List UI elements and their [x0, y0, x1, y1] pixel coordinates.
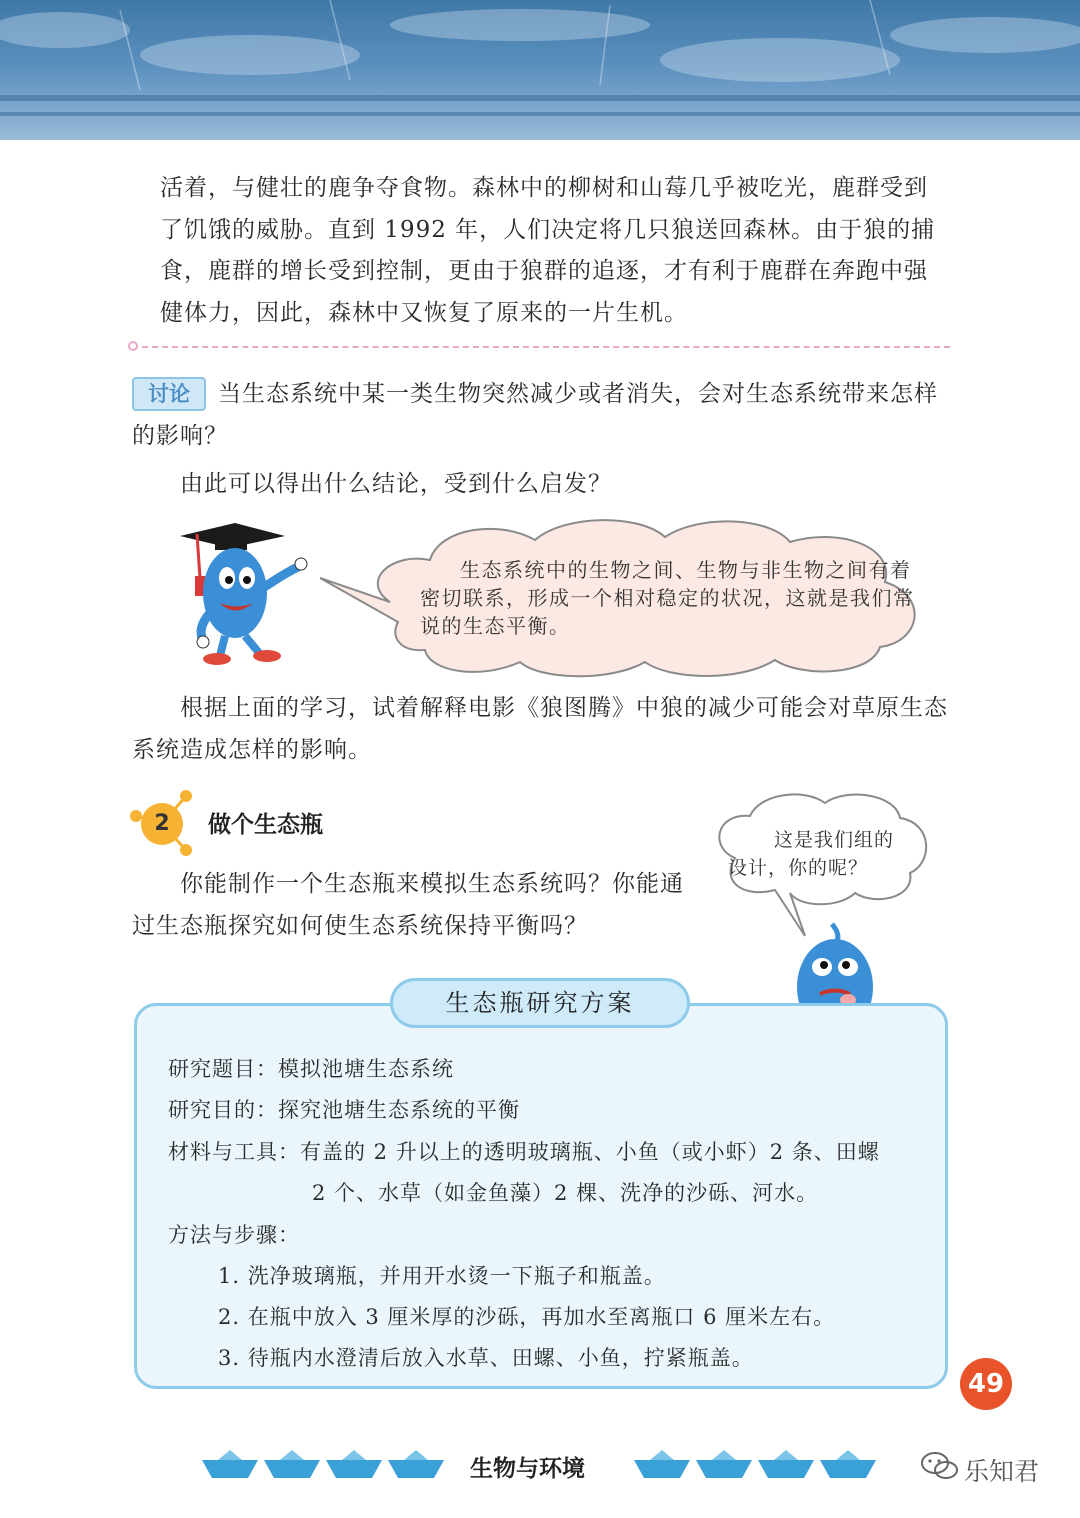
watermark-text: 乐知君	[964, 1457, 1040, 1486]
plan-step-3: 3. 待瓶内水澄清后放入水草、田螺、小鱼，拧紧瓶盖。	[218, 1346, 754, 1370]
research-plan-title: 生态瓶研究方案	[390, 978, 690, 1028]
activity-title: 做个生态瓶	[208, 812, 323, 838]
plan-purpose-value: 探究池塘生态系统的平衡	[278, 1098, 520, 1122]
plan-materials	[168, 1137, 880, 1167]
discussion-question	[132, 374, 952, 457]
footer-boats-left	[200, 1448, 450, 1482]
discussion-question-text: 当生态系统中某一类生物突然减少或者消失，会对生态系统带来怎样的影响？	[132, 381, 938, 449]
plan-purpose	[168, 1095, 520, 1125]
footer-chapter-title: 生物与环境	[470, 1456, 585, 1482]
plan-topic-value: 模拟池塘生态系统	[278, 1057, 454, 1081]
activity-number-badge: 2	[141, 803, 183, 845]
plan-step-2: 2. 在瓶中放入 3 厘米厚的沙砾，再加水至离瓶口 6 厘米左右。	[218, 1305, 836, 1329]
film-question: 根据上面的学习，试着解释电影《狼图腾》中狼的减少可能会对草原生态系统造成怎样的影响。	[132, 695, 948, 763]
plan-materials-line1: 有盖的 2 升以上的透明玻璃瓶、小鱼（或小虾）2 条、田螺	[300, 1140, 880, 1164]
speech-bubble-text: 生态系统中的生物之间、生物与非生物之间有着密切联系，形成一个相对稳定的状况，这就是我们常说的生态平衡。	[420, 558, 915, 638]
discussion-followup: 由此可以得出什么结论，受到什么启发？	[180, 471, 612, 497]
activity-body: 你能制作一个生态瓶来模拟生态系统吗？你能通过生态瓶探究如何使生态系统保持平衡吗？	[132, 871, 684, 939]
wechat-icon	[920, 1450, 960, 1482]
plan-step-1: 1. 洗净玻璃瓶，并用开水烫一下瓶子和瓶盖。	[218, 1264, 666, 1288]
plan-topic-label: 研究题目：	[168, 1057, 278, 1081]
plan-method-label: 方法与步骤：	[168, 1223, 300, 1247]
professor-mascot-illustration	[175, 518, 315, 668]
plan-materials-label: 材料与工具：	[168, 1140, 300, 1164]
section-divider	[132, 346, 950, 348]
footer-boats-right	[632, 1448, 882, 1482]
divider-dot	[128, 341, 138, 351]
plan-topic	[168, 1054, 454, 1084]
discussion-tag: 讨论	[132, 377, 206, 411]
plan-materials-continued: 2 个、水草（如金鱼藻）2 棵、洗净的沙砾、河水。	[312, 1181, 819, 1205]
header-banner-image	[0, 0, 1080, 140]
thought-bubble-text: 这是我们组的设计，你的呢？	[728, 829, 895, 879]
plan-purpose-label: 研究目的：	[168, 1098, 278, 1122]
page-number-badge: 49	[960, 1358, 1012, 1410]
intro-paragraph: 活着，与健壮的鹿争夺食物。森林中的柳树和山莓几乎被吃光，鹿群受到了饥饿的威胁。直到 1992 年，人们决定将几只狼送回森林。由于狼的捕食，鹿群的增长受到控制，更由于狼群的追逐，才有利于鹿群在奔跑中强健体力，因此，森林中又恢复了原来的一片生机。	[160, 175, 936, 326]
